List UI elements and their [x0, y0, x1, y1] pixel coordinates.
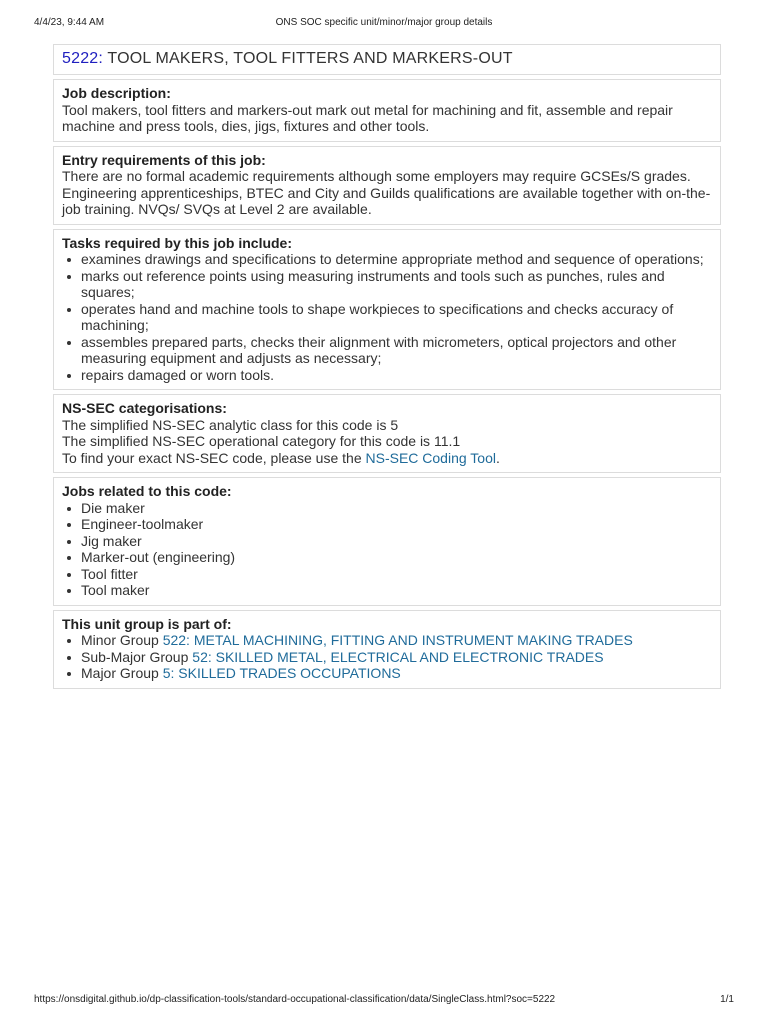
print-header: [34, 17, 734, 31]
minor-group-prefix: Minor Group: [81, 632, 163, 648]
sub-major-group-link[interactable]: 52: SKILLED METAL, ELECTRICAL AND ELECTRONIC TRADES: [192, 648, 604, 665]
major-group-link[interactable]: 5: SKILLED TRADES OCCUPATIONS: [162, 665, 401, 681]
part-of-heading: This unit group is part of:: [62, 615, 232, 632]
task-item: operates hand and machine tools to shape workpieces to specifications and checks accuracy of machining;: [81, 301, 712, 334]
nssec-find-line: [62, 450, 712, 467]
related-job-item: Tool maker: [81, 582, 712, 599]
task-item: examines drawings and specifications to determine appropriate method and sequence of operations;: [81, 251, 712, 268]
related-jobs-heading: Jobs related to this code:: [62, 483, 232, 499]
task-item: marks out reference points using measuring instruments and tools such as punches, rules and squares;: [81, 268, 712, 301]
nssec-find-prefix: To find your exact NS-SEC code, please use the: [62, 449, 366, 466]
part-of-panel: [53, 610, 721, 689]
job-description-panel: [53, 79, 721, 142]
main-content: [53, 44, 721, 693]
tasks-panel: [53, 229, 721, 391]
part-of-list: [62, 632, 712, 682]
sub-major-group-prefix: Sub-Major Group: [81, 648, 193, 665]
job-description-text: Tool makers, tool fitters and markers-out mark out metal for machining and fit, assemble and repair machine and press tools, dies, jigs, fixtures and other tools.: [62, 101, 673, 134]
title-panel: [53, 44, 721, 75]
job-description-heading: Job description:: [62, 85, 171, 101]
print-page-number: 1/1: [720, 994, 734, 1005]
nssec-analytic-text: The simplified NS-SEC analytic class for this code is 5: [62, 416, 399, 433]
nssec-panel: [53, 394, 721, 473]
nssec-find-suffix: .: [495, 449, 500, 466]
tasks-heading: Tasks required by this job include:: [62, 234, 293, 251]
entry-requirements-heading: Entry requirements of this job:: [62, 151, 266, 168]
related-job-item: Tool fitter: [81, 566, 712, 583]
page-title: [62, 49, 712, 69]
soc-title: TOOL MAKERS, TOOL FITTERS AND MARKERS-OUT: [107, 50, 513, 67]
minor-group-link[interactable]: 522: METAL MACHINING, FITTING AND INSTRUMENT MAKING TRADES: [162, 632, 633, 648]
major-group-prefix: Major Group: [81, 665, 163, 681]
related-job-item: Die maker: [81, 500, 712, 517]
task-item: assembles prepared parts, checks their alignment with micrometers, optical projectors and other measuring equipment and adjusts as necessary;: [81, 334, 712, 367]
entry-requirements-text: There are no formal academic requirements although some employers may require GCSEs/S grades. Engineering apprenticeships, BTEC and City and Guilds qualifications are available together with on-the-job training. NVQs/ SVQs at Level 2 are available.: [62, 168, 711, 217]
related-jobs-panel: [53, 477, 721, 606]
related-jobs-list: [62, 500, 712, 599]
nssec-heading: NS-SEC categorisations:: [62, 400, 227, 416]
print-footer: [34, 994, 734, 1008]
related-job-item: Marker-out (engineering): [81, 549, 712, 566]
entry-requirements-panel: [53, 146, 721, 225]
related-job-item: Jig maker: [81, 533, 712, 550]
minor-group-item: [81, 632, 712, 649]
major-group-item: [81, 665, 712, 682]
nssec-coding-tool-link[interactable]: NS-SEC Coding Tool: [365, 449, 496, 466]
tasks-list: [62, 251, 712, 383]
print-url: https://onsdigital.github.io/dp-classification-tools/standard-occupational-classification/data/SingleClass.html?soc=5222: [34, 994, 556, 1005]
print-page-title: ONS SOC specific unit/minor/major group details: [275, 17, 493, 28]
related-job-item: Engineer-toolmaker: [81, 516, 712, 533]
task-item: repairs damaged or worn tools.: [81, 367, 712, 384]
nssec-operational-text: The simplified NS-SEC operational category for this code is 11.1: [62, 433, 461, 449]
print-datetime: 4/4/23, 9:44 AM: [34, 17, 105, 28]
soc-code: 5222:: [62, 50, 104, 67]
sub-major-group-item: [81, 649, 712, 666]
